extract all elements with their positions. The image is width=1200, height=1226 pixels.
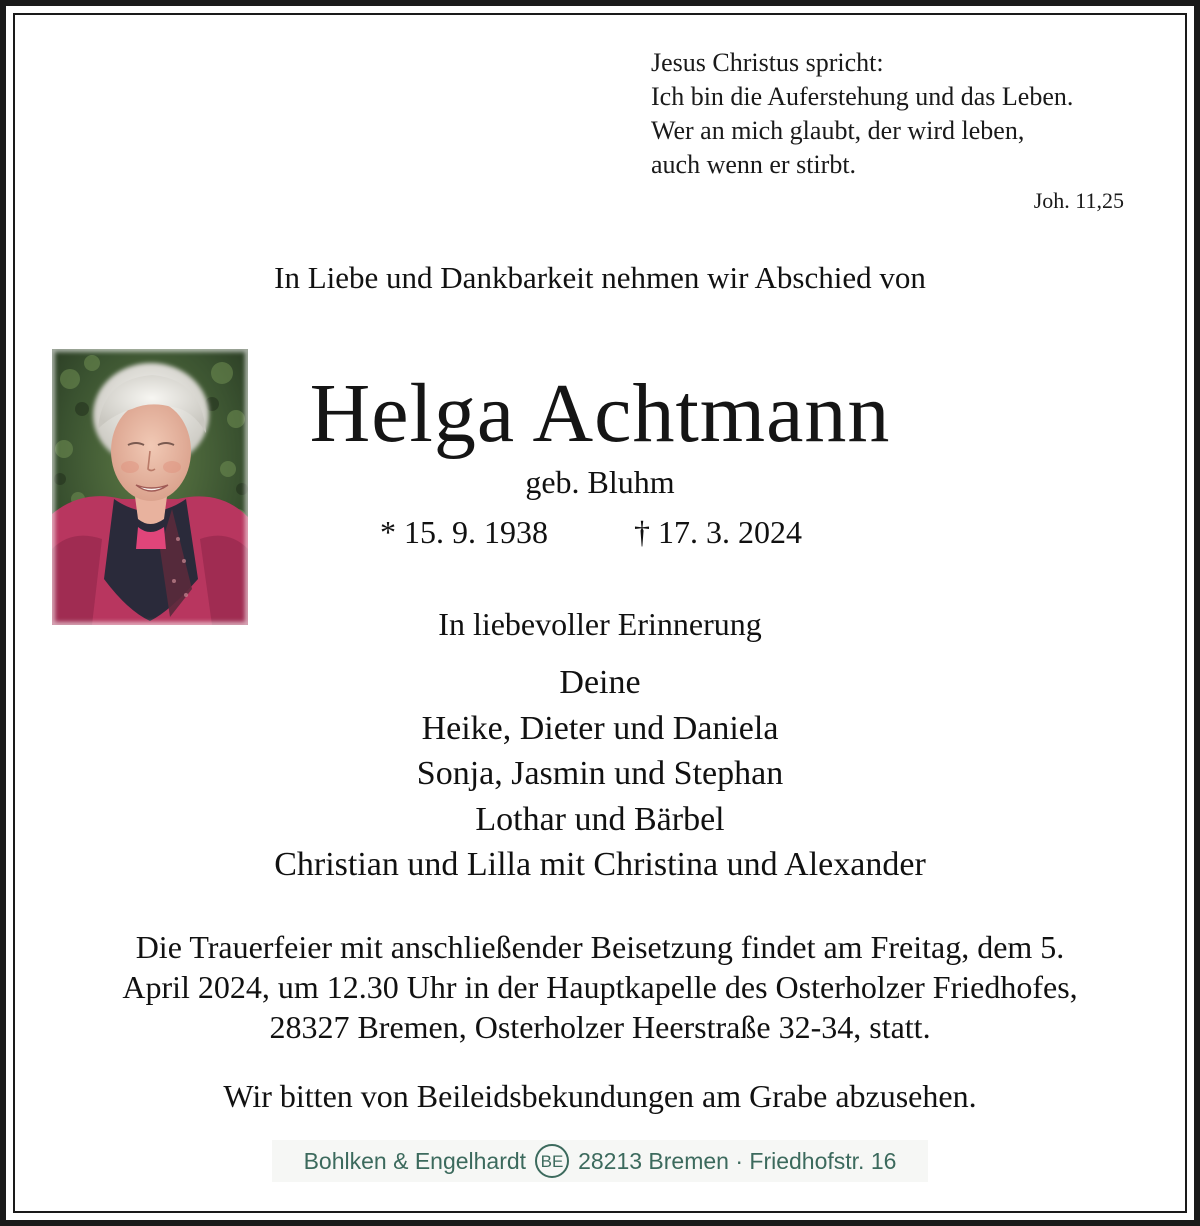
bible-verse (651, 46, 1073, 182)
family-line: Deine (559, 664, 641, 701)
ceremony-line: 28327 Bremen, Osterholzer Heerstraße 32-34, statt. (269, 1009, 931, 1045)
verse-line: Jesus Christus spricht: (651, 48, 884, 77)
ceremony-line: April 2024, um 12.30 Uhr in der Hauptkapelle des Osterholzer Friedhofes, (122, 969, 1078, 1005)
funeral-home-address: 28213 Bremen · Friedhofstr. 16 (578, 1147, 897, 1174)
maiden-name: geb. Bluhm (525, 464, 675, 500)
deceased-name: Helga Achtmann (309, 367, 891, 460)
funeral-home-logo-icon (534, 1143, 570, 1179)
family-line: Christian und Lilla mit Christina und Alexander (274, 846, 926, 883)
farewell-intro: In Liebe und Dankbarkeit nehmen wir Abschied von (274, 260, 926, 295)
birth-date: * 15. 9. 1938 (380, 514, 548, 550)
family-line: Lothar und Bärbel (475, 800, 725, 838)
funeral-home-name: Bohlken & Engelhardt (303, 1147, 527, 1174)
verse-line: Ich bin die Auferstehung und das Leben. (651, 82, 1074, 111)
funeral-home-footer (272, 1140, 928, 1182)
death-date: † 17. 3. 2024 (634, 514, 802, 550)
family-line: Heike, Dieter und Daniela (421, 709, 779, 747)
verse-reference: Joh. 11,25 (1033, 188, 1124, 213)
condolence-request: Wir bitten von Beileidsbekundungen am Grabe abzusehen. (223, 1078, 977, 1114)
funeral-home-logo-letters: BE (540, 1152, 564, 1171)
verse-line: Wer an mich glaubt, der wird leben, (651, 116, 1025, 145)
ceremony-notice (40, 927, 1160, 1047)
family-line: Sonja, Jasmin und Stephan (416, 755, 784, 792)
verse-line: auch wenn er stirbt. (651, 150, 857, 179)
memory-line: In liebevoller Erinnerung (438, 606, 762, 642)
ceremony-line: Die Trauerfeier mit anschließender Beisetzung findet am Freitag, dem 5. (135, 929, 1065, 965)
family-signatures (0, 660, 1200, 888)
